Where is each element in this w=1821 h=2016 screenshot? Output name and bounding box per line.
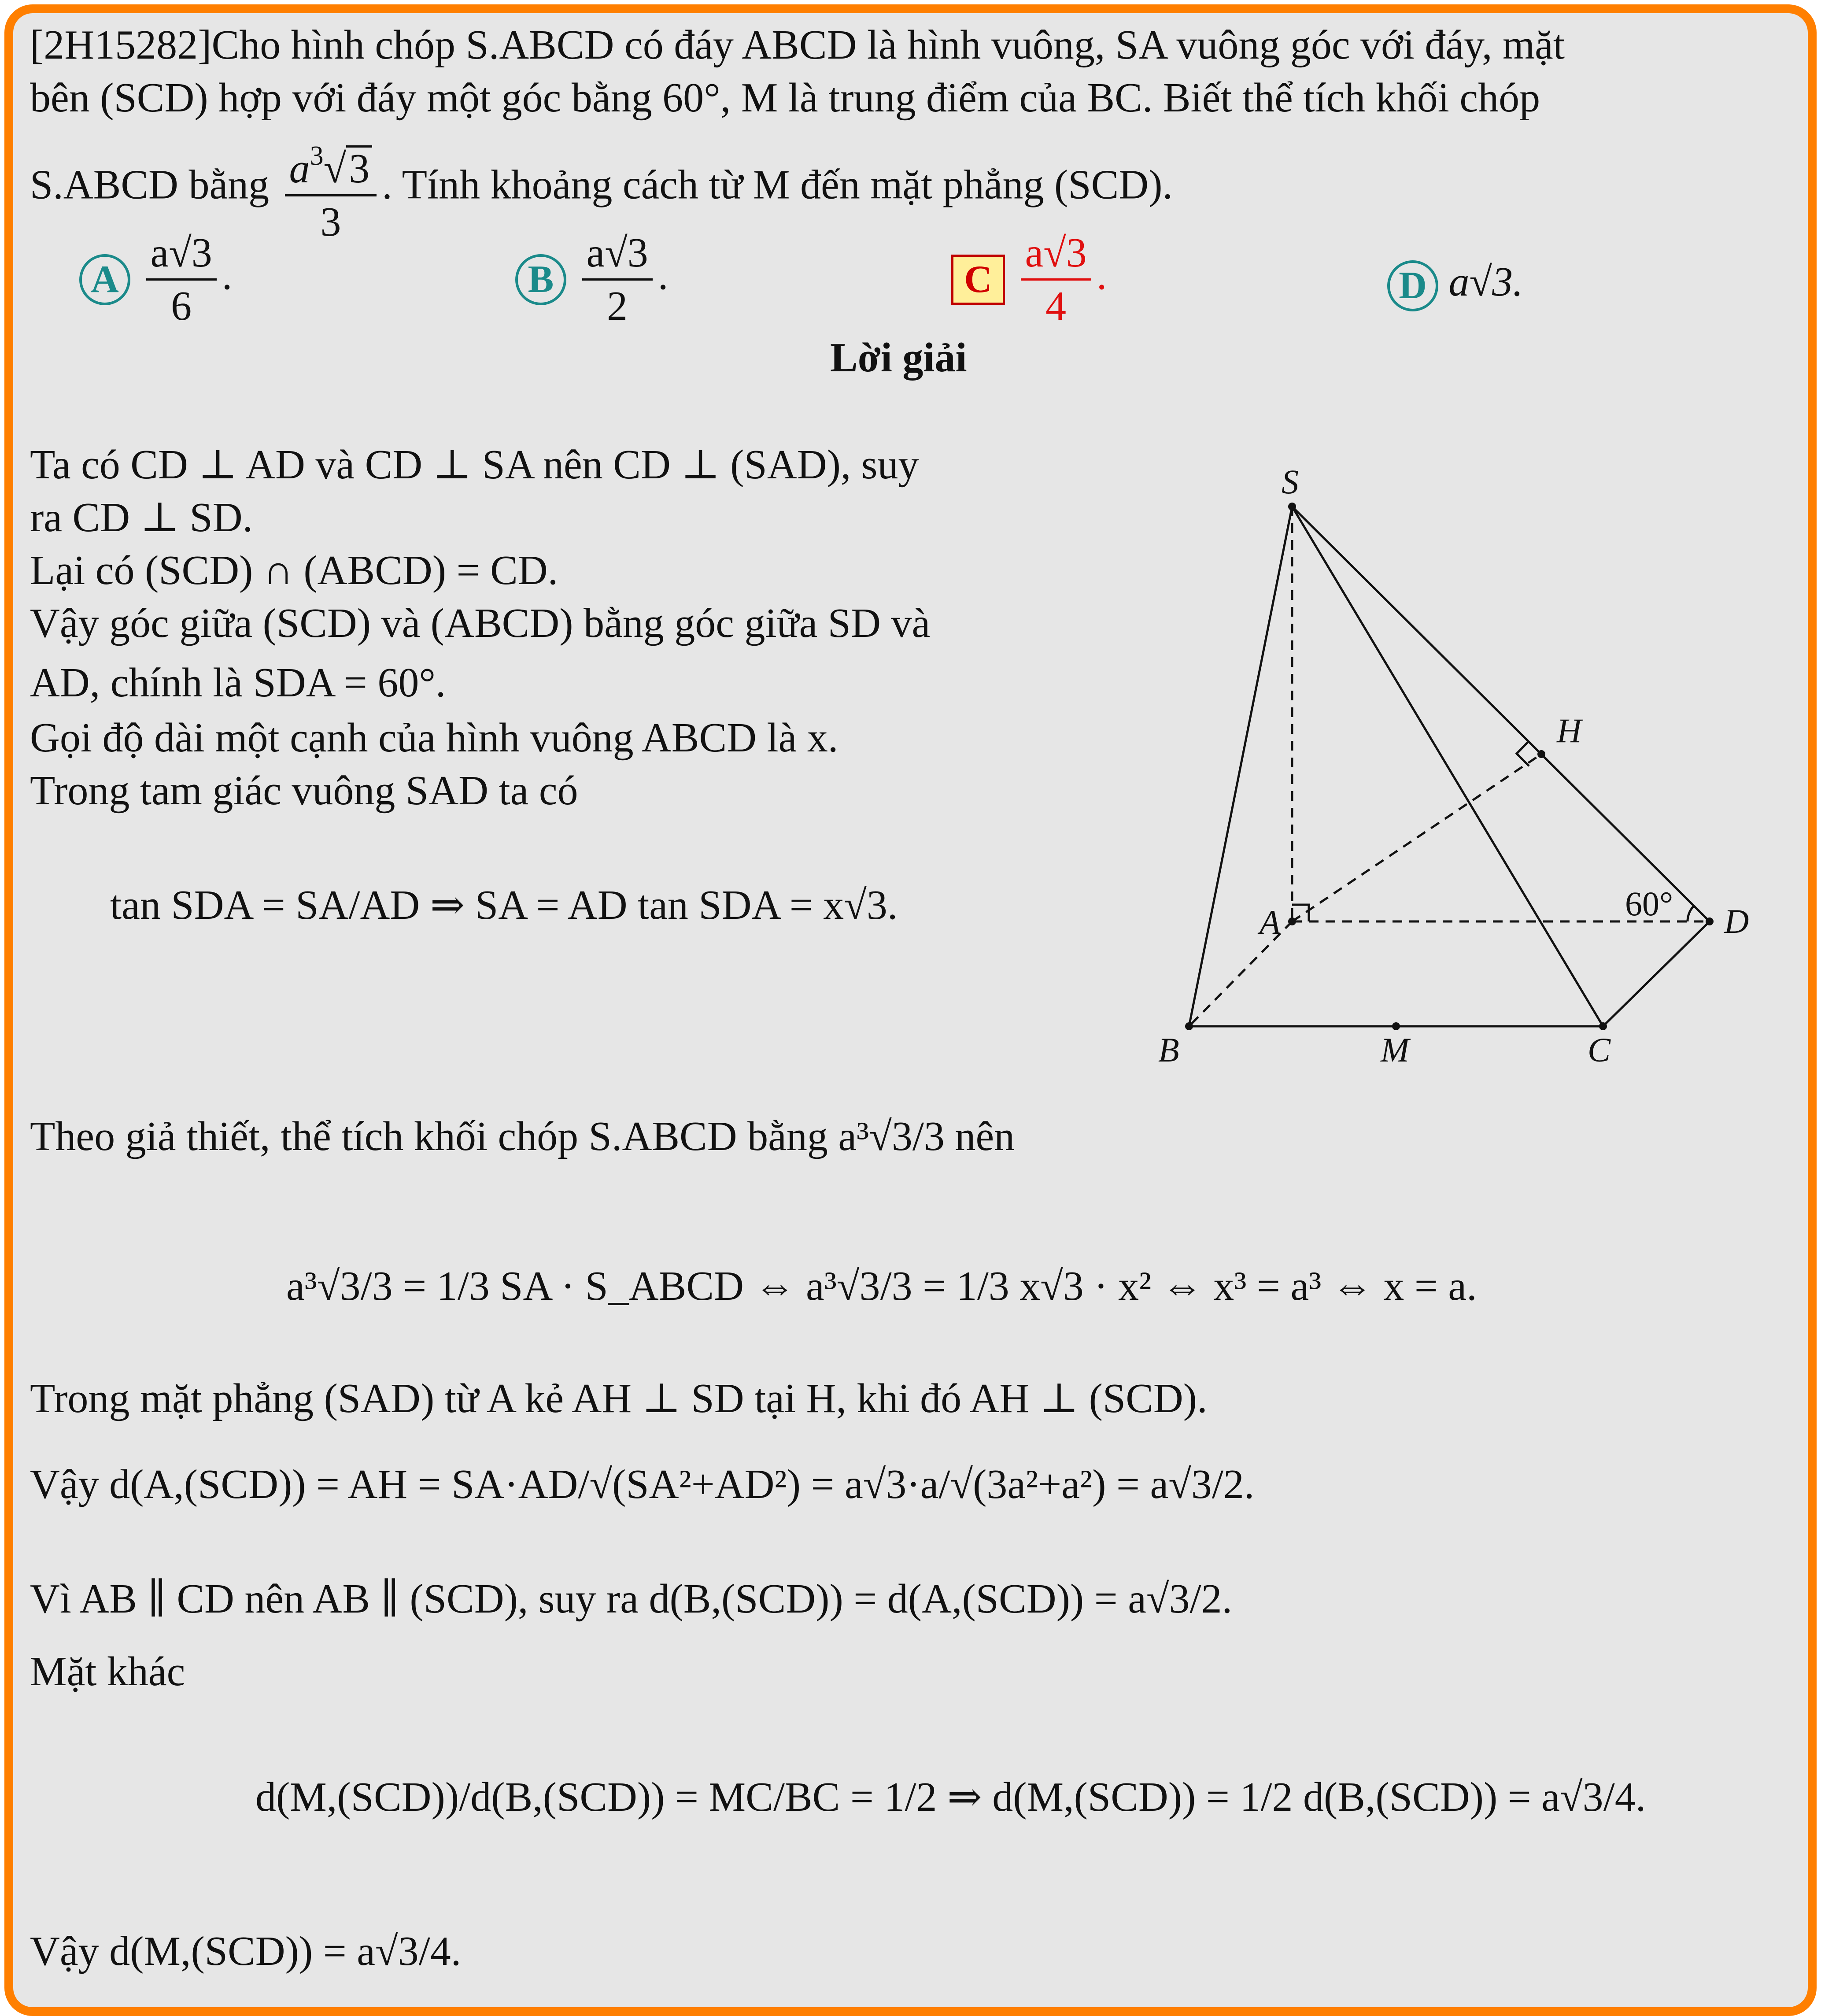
point-C bbox=[1599, 1022, 1607, 1030]
option-d[interactable] bbox=[1387, 255, 1523, 311]
right-angle-H bbox=[1517, 741, 1529, 766]
option-a-value: $\frac{a√3}{6}$ bbox=[146, 229, 217, 330]
solution-title: Lời giải bbox=[830, 335, 967, 381]
solution-line-12: Mặt khác bbox=[30, 1649, 185, 1694]
solution-conclusion: Vậy d(M,(SCD)) = a√3/4. bbox=[30, 1928, 462, 1974]
label-angle: 60° bbox=[1625, 884, 1673, 923]
equation-distance: d(M,(SCD))/d(B,(SCD)) = MC/BC = 1/2 ⇒ d(M,(SCD)) = 1/2 d(B,(SCD)) = a√3/4. bbox=[255, 1774, 1646, 1820]
option-c-badge: C bbox=[951, 255, 1005, 305]
point-H bbox=[1537, 750, 1545, 758]
problem-line-1 bbox=[30, 18, 1565, 71]
option-a[interactable]: A $\frac{a√3}{6}$ . bbox=[79, 229, 232, 330]
problem-text-3a: S.ABCD bằng bbox=[30, 162, 270, 208]
solution-line-4: Vậy góc giữa (SCD) và (ABCD) bằng góc giữa SD và bbox=[30, 600, 931, 646]
option-d-value: a√3. bbox=[1448, 259, 1523, 305]
solution-line-7: Trong tam giác vuông SAD ta có bbox=[30, 768, 578, 814]
option-b-value: $\frac{a√3}{2}$ bbox=[582, 229, 653, 330]
pyramid-figure bbox=[1127, 449, 1779, 1088]
option-c[interactable]: C $\frac{a√3}{4}$ . bbox=[951, 229, 1107, 330]
point-A bbox=[1288, 917, 1296, 925]
solution-line-11: Vì AB ∥ CD nên AB ∥ (SCD), suy ra d(B,(SCD)) = d(A,(SCD)) = a√3/2. bbox=[30, 1576, 1233, 1622]
solution-line-6: Gọi độ dài một cạnh của hình vuông ABCD là x. bbox=[30, 715, 838, 761]
point-B bbox=[1185, 1022, 1193, 1030]
label-B: B bbox=[1158, 1031, 1179, 1069]
label-A: A bbox=[1260, 903, 1281, 941]
point-S bbox=[1288, 503, 1296, 510]
equation-tan: tan SDA = SA/AD ⇒ SA = AD tan SDA = x√3. bbox=[110, 882, 898, 928]
point-M bbox=[1392, 1022, 1400, 1030]
option-a-badge: A bbox=[79, 254, 130, 305]
volume-fraction: $\frac{a^3√3}{3}$ bbox=[285, 132, 377, 246]
problem-text-3b: . Tính khoảng cách từ M đến mặt phẳng (SCD). bbox=[382, 162, 1173, 208]
solution-line-2: ra CD ⊥ SD. bbox=[30, 495, 253, 540]
problem-text-1: Cho hình chóp S.ABCD có đáy ABCD là hình vuông, SA vuông góc với đáy, mặt bbox=[211, 22, 1565, 68]
solution-line-3: Lại có (SCD) ∩ (ABCD) = CD. bbox=[30, 547, 558, 593]
problem-line-2: bên (SCD) hợp với đáy một góc bằng 60°, M là trung điểm của BC. Biết thể tích khối chóp bbox=[30, 75, 1540, 121]
point-D bbox=[1706, 917, 1714, 925]
solution-line-9: Trong mặt phẳng (SAD) từ A kẻ AH ⊥ SD tại H, khi đó AH ⊥ (SCD). bbox=[30, 1376, 1208, 1421]
option-b[interactable]: B $\frac{a√3}{2}$ . bbox=[515, 229, 668, 330]
option-b-badge: B bbox=[515, 254, 566, 305]
edge-CD bbox=[1603, 921, 1710, 1026]
edge-SC bbox=[1292, 507, 1603, 1026]
solution-line-5: AD, chính là SDA = 60°. bbox=[30, 660, 446, 706]
solution-line-1: Ta có CD ⊥ AD và CD ⊥ SA nên CD ⊥ (SAD), suy bbox=[30, 442, 919, 488]
label-H: H bbox=[1557, 711, 1582, 750]
label-M: M bbox=[1381, 1031, 1409, 1069]
option-c-value: $\frac{a√3}{4}$ bbox=[1021, 229, 1091, 330]
angle-arc-D bbox=[1688, 906, 1694, 921]
equation-volume: a³√3/3 = 1/3 SA · S_ABCD ⇔ a³√3/3 = 1/3 x√3 · x² ⇔ x³ = a³ ⇔ x = a. bbox=[286, 1263, 1477, 1309]
solution-line-8: Theo giả thiết, thể tích khối chóp S.ABCD bằng a³√3/3 nên bbox=[30, 1113, 1015, 1159]
label-D: D bbox=[1724, 902, 1749, 940]
solution-line-10: Vậy d(A,(SCD)) = AH = SA·AD/√(SA²+AD²) = a√3·a/√(3a²+a²) = a√3/2. bbox=[30, 1461, 1255, 1507]
label-C: C bbox=[1588, 1031, 1611, 1069]
problem-code: [2H15282] bbox=[30, 22, 212, 68]
edge-SB bbox=[1189, 507, 1292, 1026]
option-d-badge: D bbox=[1387, 260, 1438, 311]
segment-AH bbox=[1292, 754, 1541, 921]
label-S: S bbox=[1282, 462, 1299, 501]
edge-SD bbox=[1292, 507, 1710, 921]
